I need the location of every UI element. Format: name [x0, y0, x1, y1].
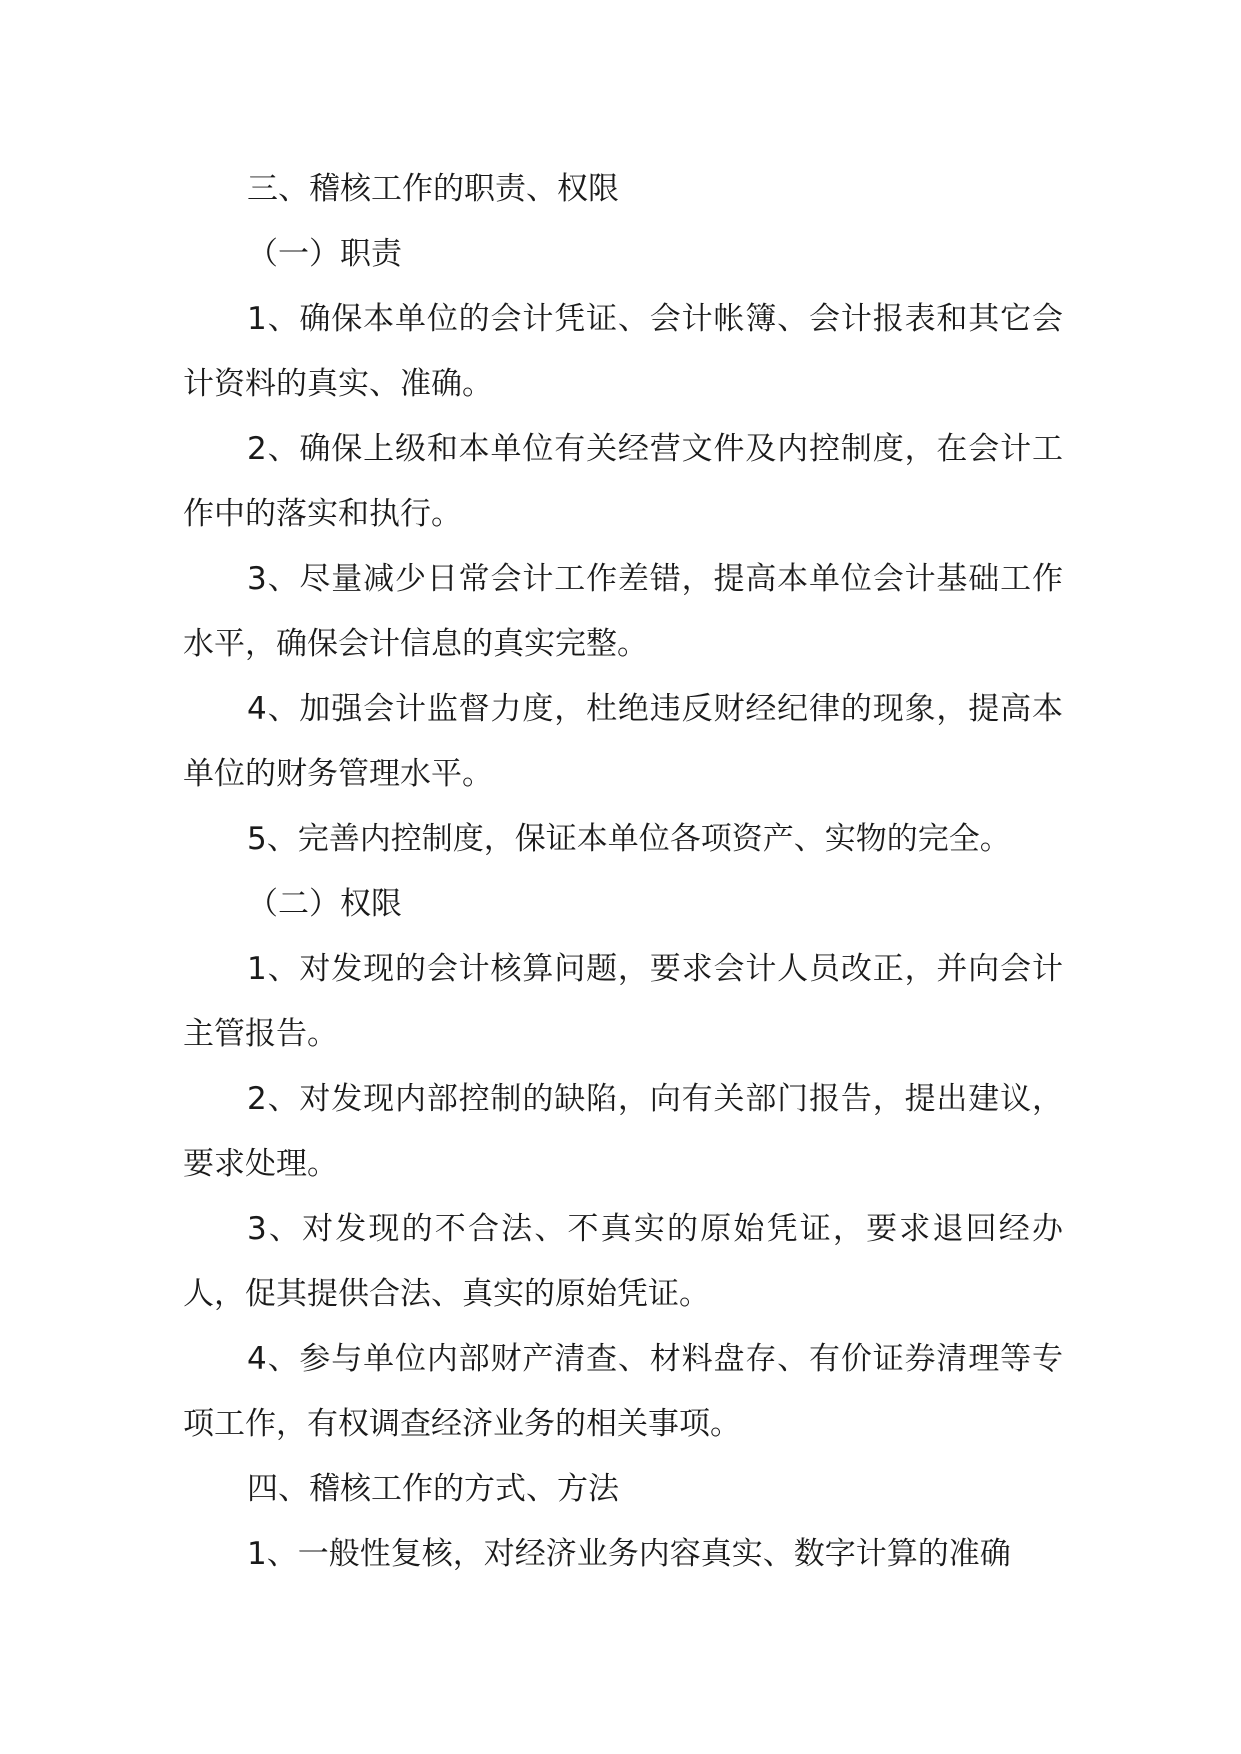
duty-item-4: 4、加强会计监督力度，杜绝违反财经纪律的现象，提高本单位的财务管理水平。	[183, 691, 1063, 792]
duty-item-5: 5、完善内控制度，保证本单位各项资产、实物的完全。	[247, 821, 1011, 857]
duty-item-2: 2、确保上级和本单位有关经营文件及内控制度，在会计工作中的落实和执行。	[183, 431, 1063, 532]
section-heading-3: 三、稽核工作的职责、权限	[247, 171, 619, 207]
subsection-heading-duties: （一）职责	[247, 236, 402, 272]
duty-item-3: 3、尽量减少日常会计工作差错，提高本单位会计基础工作水平，确保会计信息的真实完整。	[183, 561, 1063, 662]
authority-item-1: 1、对发现的会计核算问题，要求会计人员改正，并向会计主管报告。	[183, 951, 1063, 1052]
document-body	[183, 157, 1063, 1587]
section-heading-4: 四、稽核工作的方式、方法	[247, 1471, 619, 1507]
authority-item-2: 2、对发现内部控制的缺陷，向有关部门报告，提出建议，要求处理。	[183, 1081, 1063, 1182]
authority-item-3: 3、对发现的不合法、不真实的原始凭证，要求退回经办人，促其提供合法、真实的原始凭证。	[183, 1211, 1063, 1312]
duty-item-1: 1、确保本单位的会计凭证、会计帐簿、会计报表和其它会计资料的真实、准确。	[183, 301, 1063, 402]
method-item-1: 1、一般性复核，对经济业务内容真实、数字计算的准确	[247, 1536, 1011, 1572]
subsection-heading-authority: （二）权限	[247, 886, 402, 922]
authority-item-4: 4、参与单位内部财产清查、材料盘存、有价证券清理等专项工作，有权调查经济业务的相关事项。	[183, 1341, 1063, 1442]
